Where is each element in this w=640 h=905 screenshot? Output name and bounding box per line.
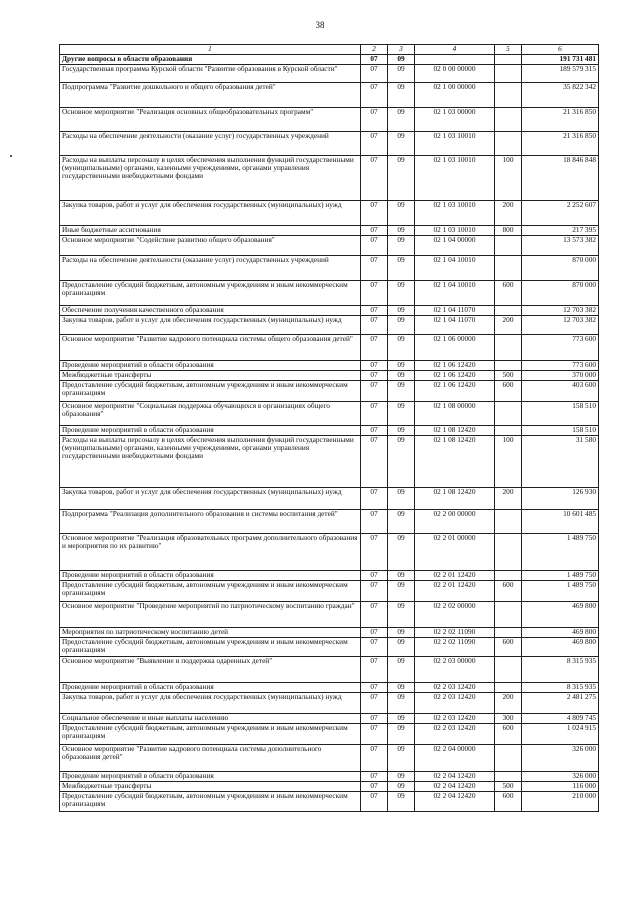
row-amount: 2 252 607 (522, 201, 599, 226)
row-expense-type (495, 628, 522, 638)
table-row (60, 657, 599, 683)
row-target-article: 02 2 03 00000 (415, 657, 495, 683)
table-row (60, 108, 599, 132)
table-row (60, 306, 599, 316)
row-target-article: 02 1 04 00000 (415, 236, 495, 256)
row-amount: 773 600 (522, 335, 599, 361)
row-target-article: 02 1 08 00000 (415, 402, 495, 426)
row-name: Расходы на обеспечение деятельности (оказание услуг) государственных учреждений (60, 132, 361, 156)
row-name: Предоставление субсидий бюджетным, автономным учреждениям и иным некоммерческим организациям (60, 381, 361, 402)
row-name: Основное мероприятие "Развитие кадрового потенциала системы дополнительного образования детей" (60, 745, 361, 772)
row-amount: 12 703 382 (522, 306, 599, 316)
row-section: 07 (361, 724, 388, 745)
row-target-article: 02 1 06 12420 (415, 361, 495, 371)
row-expense-type: 300 (495, 714, 522, 724)
row-target-article: 02 1 03 00000 (415, 108, 495, 132)
row-section: 07 (361, 402, 388, 426)
row-expense-type: 200 (495, 316, 522, 335)
table-row (60, 628, 599, 638)
row-name: Основное мероприятие "Содействие развитию общего образования" (60, 236, 361, 256)
table-row (60, 361, 599, 371)
row-name: Другие вопросы в области образования (60, 55, 361, 65)
row-target-article: 02 1 08 12420 (415, 436, 495, 488)
row-subsection: 09 (388, 693, 415, 714)
header-col-3: 3 (388, 45, 415, 55)
row-amount: 191 731 481 (522, 55, 599, 65)
row-target-article: 02 1 00 00000 (415, 83, 495, 108)
row-section: 07 (361, 156, 388, 201)
table-row (60, 602, 599, 628)
row-amount: 35 822 342 (522, 83, 599, 108)
table-row (60, 156, 599, 201)
row-subsection: 09 (388, 657, 415, 683)
table-row (60, 745, 599, 772)
row-subsection: 09 (388, 316, 415, 335)
row-section: 07 (361, 361, 388, 371)
row-name: Проведение мероприятий в области образования (60, 571, 361, 581)
row-subsection: 09 (388, 510, 415, 534)
row-target-article: 02 0 00 00000 (415, 65, 495, 83)
row-section: 07 (361, 226, 388, 236)
row-name: Подпрограмма "Реализация дополнительного образования и системы воспитания детей" (60, 510, 361, 534)
row-name: Проведение мероприятий в области образования (60, 683, 361, 693)
row-section: 07 (361, 108, 388, 132)
row-subsection: 09 (388, 201, 415, 226)
row-name: Государственная программа Курской области "Развитие образования в Курской области" (60, 65, 361, 83)
row-name: Расходы на выплаты персоналу в целях обеспечения выполнения функций государственными (муниципальными) органами, казенными учреждениями, органами управления государственными внебюджетными фондами (60, 436, 361, 488)
row-section: 07 (361, 510, 388, 534)
row-subsection: 09 (388, 581, 415, 602)
table-row (60, 510, 599, 534)
row-subsection: 09 (388, 108, 415, 132)
row-expense-type: 600 (495, 792, 522, 812)
row-name: Проведение мероприятий в области образования (60, 426, 361, 436)
row-section: 07 (361, 436, 388, 488)
row-name: Расходы на выплаты персоналу в целях обеспечения выполнения функций государственными (муниципальными) органами, казенными учреждениями, органами управления государственными внебюджетными фондами (60, 156, 361, 201)
table-row (60, 693, 599, 714)
row-name: Предоставление субсидий бюджетным, автономным учреждениям и иным некоммерческим организациям (60, 581, 361, 602)
row-section: 07 (361, 714, 388, 724)
row-name: Основное мероприятие "Развитие кадрового потенциала системы общего образования детей" (60, 335, 361, 361)
row-amount: 1 489 750 (522, 571, 599, 581)
row-expense-type: 200 (495, 201, 522, 226)
row-amount: 1 489 750 (522, 534, 599, 571)
table-row (60, 772, 599, 782)
row-amount: 4 809 745 (522, 714, 599, 724)
table-row (60, 581, 599, 602)
row-target-article: 02 2 01 12420 (415, 581, 495, 602)
row-target-article: 02 1 03 10010 (415, 156, 495, 201)
row-name: Основное мероприятие "Проведение мероприятий по патриотическому воспитанию граждан" (60, 602, 361, 628)
row-section: 07 (361, 55, 388, 65)
row-expense-type (495, 571, 522, 581)
row-section: 07 (361, 745, 388, 772)
row-expense-type (495, 602, 522, 628)
row-target-article: 02 1 03 10010 (415, 226, 495, 236)
row-expense-type (495, 335, 522, 361)
row-target-article: 02 1 04 10010 (415, 281, 495, 306)
budget-table (59, 44, 599, 812)
table-row (60, 782, 599, 792)
row-amount: 10 601 485 (522, 510, 599, 534)
row-section: 07 (361, 201, 388, 226)
row-name: Предоставление субсидий бюджетным, автономным учреждениям и иным некоммерческим организациям (60, 724, 361, 745)
row-subsection: 09 (388, 83, 415, 108)
row-section: 07 (361, 236, 388, 256)
page-number: 38 (315, 20, 325, 30)
row-amount: 13 573 382 (522, 236, 599, 256)
header-col-1: 1 (60, 45, 361, 55)
row-subsection: 09 (388, 226, 415, 236)
row-name: Закупка товаров, работ и услуг для обеспечения государственных (муниципальных) нужд (60, 693, 361, 714)
row-section: 07 (361, 335, 388, 361)
header-row (60, 45, 599, 55)
row-subsection: 09 (388, 602, 415, 628)
row-amount: 870 000 (522, 256, 599, 281)
row-target-article: 02 1 06 12420 (415, 381, 495, 402)
row-expense-type (495, 361, 522, 371)
row-subsection: 09 (388, 782, 415, 792)
row-expense-type: 600 (495, 281, 522, 306)
row-expense-type (495, 683, 522, 693)
row-amount: 870 000 (522, 281, 599, 306)
row-name: Мероприятия по патриотическому воспитанию детей (60, 628, 361, 638)
row-amount: 18 846 848 (522, 156, 599, 201)
row-name: Обеспечение получения качественного образования (60, 306, 361, 316)
table-row (60, 534, 599, 571)
row-subsection: 09 (388, 488, 415, 510)
table-row (60, 402, 599, 426)
row-subsection: 09 (388, 281, 415, 306)
row-subsection: 09 (388, 534, 415, 571)
table-row (60, 65, 599, 83)
row-expense-type (495, 108, 522, 132)
row-amount: 469 800 (522, 638, 599, 657)
row-name: Межбюджетные трансферты (60, 371, 361, 381)
row-section: 07 (361, 534, 388, 571)
row-expense-type: 600 (495, 638, 522, 657)
row-section: 07 (361, 65, 388, 83)
table-row (60, 488, 599, 510)
row-subsection: 09 (388, 792, 415, 812)
row-section: 07 (361, 628, 388, 638)
row-amount: 217 395 (522, 226, 599, 236)
row-target-article: 02 2 01 00000 (415, 534, 495, 571)
row-section: 07 (361, 657, 388, 683)
row-subsection: 09 (388, 132, 415, 156)
row-expense-type (495, 83, 522, 108)
table-body (60, 55, 599, 812)
row-name: Основное мероприятие "Выявление и поддержка одаренных детей" (60, 657, 361, 683)
row-target-article: 02 2 03 12420 (415, 724, 495, 745)
row-name: Закупка товаров, работ и услуг для обеспечения государственных (муниципальных) нужд (60, 201, 361, 226)
table-row (60, 792, 599, 812)
row-subsection: 09 (388, 236, 415, 256)
row-target-article: 02 1 04 11070 (415, 316, 495, 335)
row-target-article: 02 2 03 12420 (415, 683, 495, 693)
row-subsection: 09 (388, 55, 415, 65)
row-expense-type: 200 (495, 693, 522, 714)
row-subsection: 09 (388, 371, 415, 381)
row-name: Иные бюджетные ассигнования (60, 226, 361, 236)
row-name: Предоставление субсидий бюджетным, автономным учреждениям и иным некоммерческим организациям (60, 638, 361, 657)
row-section: 07 (361, 638, 388, 657)
row-expense-type: 500 (495, 782, 522, 792)
row-amount: 158 510 (522, 402, 599, 426)
row-amount: 21 316 850 (522, 132, 599, 156)
row-amount: 2 481 275 (522, 693, 599, 714)
row-section: 07 (361, 772, 388, 782)
row-amount: 21 316 850 (522, 108, 599, 132)
row-expense-type (495, 306, 522, 316)
row-expense-type: 200 (495, 488, 522, 510)
row-subsection: 09 (388, 65, 415, 83)
row-target-article: 02 1 04 10010 (415, 256, 495, 281)
row-target-article: 02 2 02 00000 (415, 602, 495, 628)
table-row (60, 381, 599, 402)
row-target-article: 02 1 03 10010 (415, 201, 495, 226)
row-subsection: 09 (388, 683, 415, 693)
table-row (60, 714, 599, 724)
row-expense-type: 100 (495, 436, 522, 488)
table-row (60, 316, 599, 335)
header-col-2: 2 (361, 45, 388, 55)
row-subsection: 09 (388, 724, 415, 745)
row-name: Подпрограмма "Развитие дошкольного и общего образования детей" (60, 83, 361, 108)
row-expense-type (495, 657, 522, 683)
row-section: 07 (361, 83, 388, 108)
header-col-4: 4 (415, 45, 495, 55)
row-target-article: 02 2 04 00000 (415, 745, 495, 772)
table-row (60, 236, 599, 256)
row-expense-type (495, 772, 522, 782)
row-subsection: 09 (388, 571, 415, 581)
row-section: 07 (361, 281, 388, 306)
row-section: 07 (361, 683, 388, 693)
row-expense-type: 800 (495, 226, 522, 236)
row-expense-type (495, 510, 522, 534)
table-row (60, 371, 599, 381)
row-target-article: 02 1 03 10010 (415, 132, 495, 156)
row-section: 07 (361, 426, 388, 436)
row-amount: 210 000 (522, 792, 599, 812)
row-section: 07 (361, 256, 388, 281)
row-name: Социальное обеспечение и иные выплаты населению (60, 714, 361, 724)
row-section: 07 (361, 792, 388, 812)
row-subsection: 09 (388, 335, 415, 361)
row-expense-type: 600 (495, 581, 522, 602)
row-subsection: 09 (388, 256, 415, 281)
table-row (60, 436, 599, 488)
row-amount: 469 800 (522, 602, 599, 628)
row-name: Основное мероприятие "Социальная поддержка обучающихся в организациях общего образования" (60, 402, 361, 426)
row-expense-type (495, 236, 522, 256)
row-amount: 8 315 935 (522, 657, 599, 683)
row-subsection: 09 (388, 381, 415, 402)
table-row (60, 571, 599, 581)
row-subsection: 09 (388, 628, 415, 638)
table-row (60, 132, 599, 156)
row-amount: 469 800 (522, 628, 599, 638)
row-target-article: 02 1 06 00000 (415, 335, 495, 361)
table-row (60, 724, 599, 745)
row-amount: 326 000 (522, 745, 599, 772)
row-name: Проведение мероприятий в области образования (60, 361, 361, 371)
row-target-article: 02 2 00 00000 (415, 510, 495, 534)
row-section: 07 (361, 488, 388, 510)
row-expense-type (495, 534, 522, 571)
row-amount: 773 600 (522, 361, 599, 371)
row-target-article: 02 1 06 12420 (415, 371, 495, 381)
row-target-article: 02 2 03 12420 (415, 693, 495, 714)
row-section: 07 (361, 782, 388, 792)
row-subsection: 09 (388, 436, 415, 488)
row-target-article: 02 2 04 12420 (415, 792, 495, 812)
row-target-article: 02 2 02 11090 (415, 628, 495, 638)
header-col-6: 6 (522, 45, 599, 55)
row-subsection: 09 (388, 638, 415, 657)
row-section: 07 (361, 581, 388, 602)
table-row (60, 256, 599, 281)
row-subsection: 09 (388, 426, 415, 436)
row-expense-type (495, 132, 522, 156)
table-row (60, 83, 599, 108)
row-subsection: 09 (388, 361, 415, 371)
row-section: 07 (361, 371, 388, 381)
row-amount: 1 024 915 (522, 724, 599, 745)
row-target-article: 02 2 02 11090 (415, 638, 495, 657)
row-subsection: 09 (388, 402, 415, 426)
row-target-article (415, 55, 495, 65)
row-target-article: 02 2 04 12420 (415, 782, 495, 792)
row-expense-type: 500 (495, 371, 522, 381)
row-name: Проведение мероприятий в области образования (60, 772, 361, 782)
row-expense-type (495, 426, 522, 436)
row-subsection: 09 (388, 714, 415, 724)
row-subsection: 09 (388, 745, 415, 772)
row-name: Основное мероприятие "Реализация образовательных программ дополнительного образования и мероприятия по их развитию" (60, 534, 361, 571)
row-name: Основное мероприятие "Реализация основных общеобразовательных программ" (60, 108, 361, 132)
row-amount: 370 000 (522, 371, 599, 381)
header-col-5: 5 (495, 45, 522, 55)
row-expense-type (495, 55, 522, 65)
row-amount: 31 580 (522, 436, 599, 488)
row-section: 07 (361, 306, 388, 316)
row-name: Межбюджетные трансферты (60, 782, 361, 792)
row-section: 07 (361, 571, 388, 581)
row-subsection: 09 (388, 156, 415, 201)
row-expense-type (495, 256, 522, 281)
row-amount: 189 579 315 (522, 65, 599, 83)
table-row (60, 638, 599, 657)
table-row (60, 426, 599, 436)
row-amount: 116 000 (522, 782, 599, 792)
row-amount: 126 930 (522, 488, 599, 510)
row-section: 07 (361, 316, 388, 335)
row-expense-type: 100 (495, 156, 522, 201)
row-section: 07 (361, 602, 388, 628)
table-row (60, 55, 599, 65)
table-row (60, 201, 599, 226)
row-amount: 403 600 (522, 381, 599, 402)
row-section: 07 (361, 132, 388, 156)
row-subsection: 09 (388, 306, 415, 316)
row-target-article: 02 1 08 12420 (415, 488, 495, 510)
row-amount: 326 000 (522, 772, 599, 782)
row-subsection: 09 (388, 772, 415, 782)
row-amount: 12 703 382 (522, 316, 599, 335)
row-target-article: 02 2 03 12420 (415, 714, 495, 724)
row-expense-type (495, 65, 522, 83)
row-target-article: 02 2 01 12420 (415, 571, 495, 581)
scan-speck (10, 155, 12, 157)
row-target-article: 02 1 04 11070 (415, 306, 495, 316)
row-amount: 1 489 750 (522, 581, 599, 602)
row-section: 07 (361, 693, 388, 714)
table-row (60, 683, 599, 693)
row-target-article: 02 2 04 12420 (415, 772, 495, 782)
row-name: Закупка товаров, работ и услуг для обеспечения государственных (муниципальных) нужд (60, 488, 361, 510)
table-row (60, 335, 599, 361)
table-row (60, 281, 599, 306)
row-expense-type: 600 (495, 381, 522, 402)
row-name: Расходы на обеспечение деятельности (оказание услуг) государственных учреждений (60, 256, 361, 281)
table-row (60, 226, 599, 236)
row-amount: 158 510 (522, 426, 599, 436)
row-name: Закупка товаров, работ и услуг для обеспечения государственных (муниципальных) нужд (60, 316, 361, 335)
row-amount: 8 315 935 (522, 683, 599, 693)
row-target-article: 02 1 08 12420 (415, 426, 495, 436)
row-expense-type: 600 (495, 724, 522, 745)
row-name: Предоставление субсидий бюджетным, автономным учреждениям и иным некоммерческим организациям (60, 792, 361, 812)
row-section: 07 (361, 381, 388, 402)
row-expense-type (495, 745, 522, 772)
row-expense-type (495, 402, 522, 426)
row-name: Предоставление субсидий бюджетным, автономным учреждениям и иным некоммерческим организациям (60, 281, 361, 306)
